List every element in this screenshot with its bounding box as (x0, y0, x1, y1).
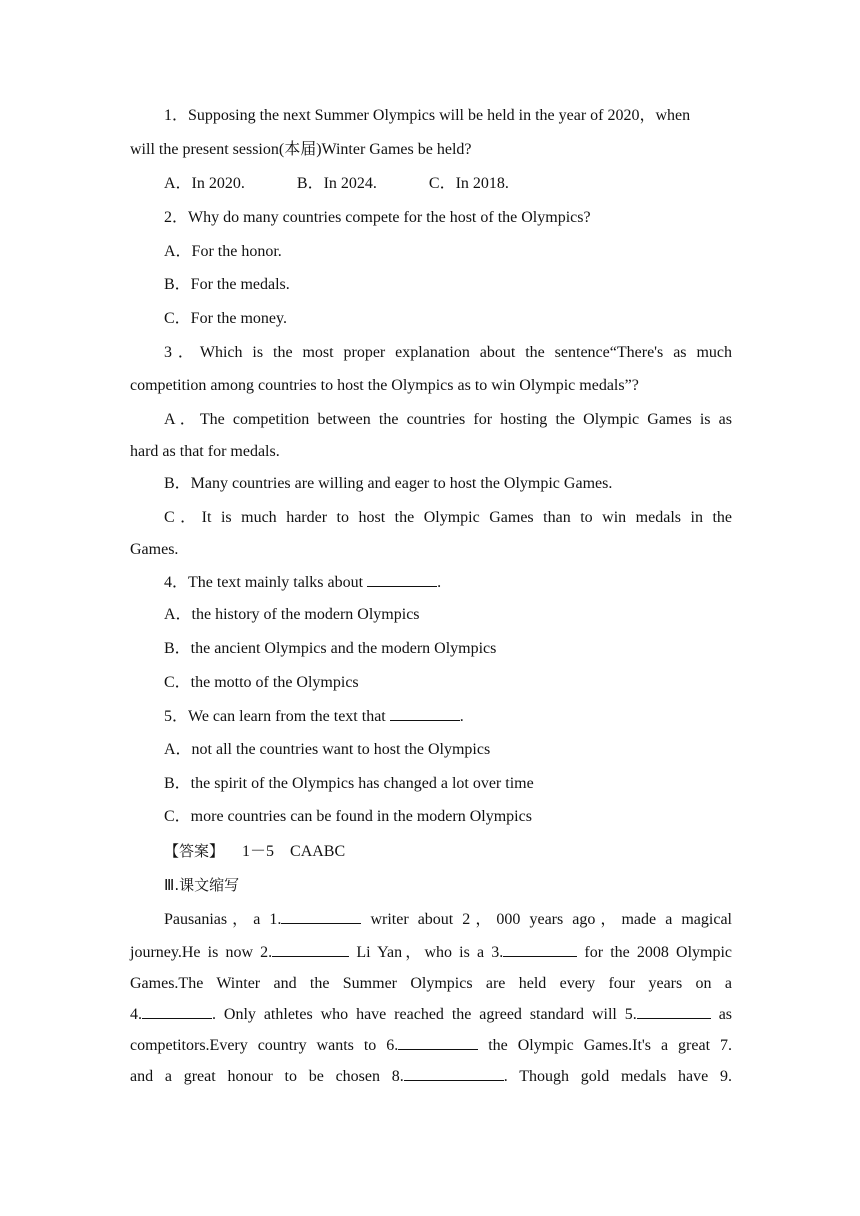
question-2-option-c: C．For the money. (164, 310, 287, 327)
answer-blank (367, 572, 437, 587)
question-5-option-c: C．more countries can be found in the modern Olympics (164, 808, 532, 825)
summary-line: Pausanias，a 1. writer about 2，000 years ago，made a magical (164, 911, 732, 928)
section-heading: Ⅲ.课文缩写 (164, 876, 240, 894)
answer-blank (390, 706, 460, 721)
blank-4 (142, 1004, 212, 1019)
question-3-stem: 3．Which is the most proper explanation about the sentence“There's as much (164, 344, 732, 361)
question-5-option-a: A．not all the countries want to host the Olympics (164, 741, 491, 758)
question-4-option-c: C．the motto of the Olympics (164, 674, 359, 691)
question-4-option-b: B．the ancient Olympics and the modern Olympics (164, 640, 497, 657)
blank-3 (503, 942, 577, 957)
blank-1 (281, 909, 361, 924)
blank-8 (404, 1066, 504, 1081)
option-b: B．In 2024. (296, 175, 377, 192)
question-3-option-a: A．The competition between the countries for hosting the Olympic Games is as (164, 411, 732, 428)
question-1-options (164, 174, 732, 194)
blank-6 (398, 1035, 478, 1050)
option-c: C．In 2018. (428, 175, 509, 192)
question-5-stem: 5．We can learn from the text that . (164, 708, 464, 725)
summary-line: Games.The Winter and the Summer Olympics are held every four years on a (130, 975, 732, 992)
question-5-option-b: B．the spirit of the Olympics has changed a lot over time (164, 775, 534, 792)
question-3-stem-cont: competition among countries to host the Olympics as to win Olympic medals”? (130, 377, 639, 394)
blank-5 (637, 1004, 711, 1019)
summary-line: 4. . Only athletes who have reached the agreed standard will 5. as (130, 1006, 733, 1023)
question-3-option-b: B．Many countries are willing and eager to host the Olympic Games. (164, 475, 613, 492)
option-a: A．In 2020. (164, 175, 245, 192)
answer-label: 【答案】 (164, 842, 225, 860)
summary-line: competitors.Every country wants to 6. the Olympic Games.It's a great 7. (130, 1037, 733, 1054)
question-3-option-c-cont: Games. (130, 541, 179, 558)
summary-line: journey.He is now 2. Li Yan，who is a 3. for the 2008 Olympic (130, 944, 733, 961)
answer-value: 1－5 CAABC (242, 843, 346, 860)
question-4-stem: 4．The text mainly talks about . (164, 574, 442, 591)
question-2-option-a: A．For the honor. (164, 243, 282, 260)
blank-2 (272, 942, 349, 957)
question-2-option-b: B．For the medals. (164, 276, 290, 293)
question-3-option-c: C．It is much harder to host the Olympic Games than to win medals in the (164, 509, 732, 526)
question-1-stem-cont: will the present session(本届)Winter Games be held? (130, 141, 472, 158)
question-1-stem: 1．Supposing the next Summer Olympics will be held in the year of 2020，when (164, 107, 691, 124)
question-3-option-a-cont: hard as that for medals. (130, 443, 280, 460)
question-2-stem: 2．Why do many countries compete for the host of the Olympics? (164, 209, 591, 226)
question-4-option-a: A．the history of the modern Olympics (164, 606, 420, 623)
summary-line: and a great honour to be chosen 8. . Though gold medals have 9. (130, 1068, 733, 1085)
answer-key (164, 841, 732, 862)
